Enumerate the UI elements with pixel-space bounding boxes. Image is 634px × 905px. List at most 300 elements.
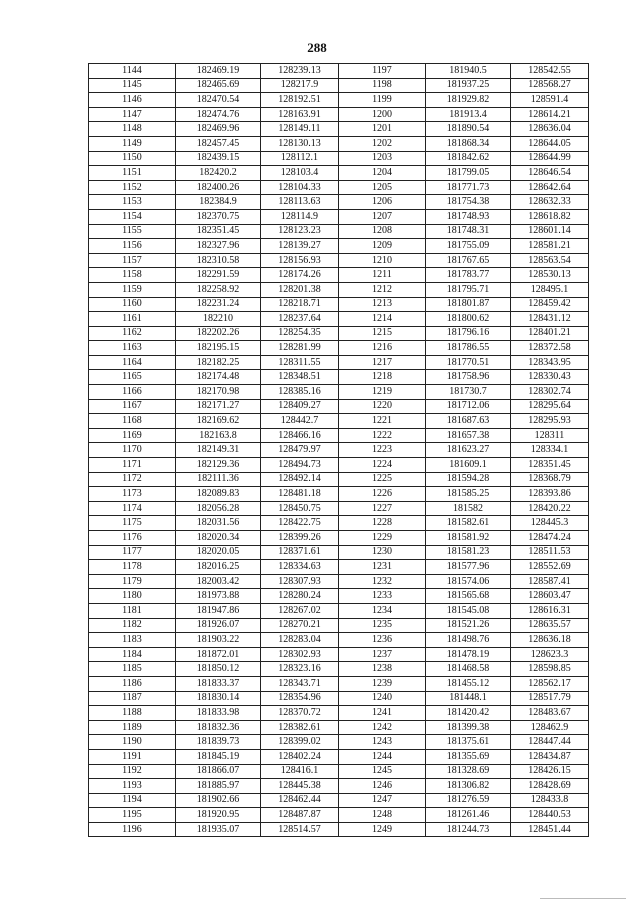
y-coordinate-cell: 128603.47	[511, 589, 589, 604]
table-row	[89, 282, 589, 297]
table-row	[89, 676, 589, 691]
y-coordinate-cell: 128267.02	[261, 603, 339, 618]
point-number-cell: 1167	[89, 399, 176, 414]
x-coordinate-cell: 181800.62	[426, 312, 511, 327]
table-row	[89, 531, 589, 546]
y-coordinate-cell: 128130.13	[261, 136, 339, 151]
point-number-cell: 1156	[89, 239, 176, 254]
y-coordinate-cell: 128445.38	[261, 779, 339, 794]
x-coordinate-cell: 181748.31	[426, 224, 511, 239]
x-coordinate-cell: 181585.25	[426, 487, 511, 502]
table-row	[89, 64, 589, 79]
point-number-cell: 1163	[89, 341, 176, 356]
x-coordinate-cell: 182469.19	[176, 64, 261, 79]
table-row	[89, 180, 589, 195]
point-number-cell: 1227	[339, 501, 426, 516]
table-row	[89, 808, 589, 823]
y-coordinate-cell: 128495.1	[511, 282, 589, 297]
x-coordinate-cell: 181833.37	[176, 676, 261, 691]
table-row	[89, 545, 589, 560]
x-coordinate-cell: 182469.96	[176, 122, 261, 137]
x-coordinate-cell: 181545.08	[426, 603, 511, 618]
y-coordinate-cell: 128552.69	[511, 560, 589, 575]
x-coordinate-cell: 182171.27	[176, 399, 261, 414]
y-coordinate-cell: 128192.51	[261, 93, 339, 108]
table-row	[89, 472, 589, 487]
x-coordinate-cell: 181786.55	[426, 341, 511, 356]
y-coordinate-cell: 128474.24	[511, 531, 589, 546]
point-number-cell: 1197	[339, 64, 426, 79]
x-coordinate-cell: 181521.26	[426, 618, 511, 633]
y-coordinate-cell: 128618.82	[511, 209, 589, 224]
x-coordinate-cell: 181448.1	[426, 691, 511, 706]
x-coordinate-cell: 181754.38	[426, 195, 511, 210]
x-coordinate-cell: 182020.34	[176, 531, 261, 546]
y-coordinate-cell: 128295.93	[511, 414, 589, 429]
x-coordinate-cell: 182111.36	[176, 472, 261, 487]
y-coordinate-cell: 128351.45	[511, 458, 589, 473]
y-coordinate-cell: 128416.1	[261, 764, 339, 779]
y-coordinate-cell: 128530.13	[511, 268, 589, 283]
point-number-cell: 1224	[339, 458, 426, 473]
point-number-cell: 1187	[89, 691, 176, 706]
table-row	[89, 560, 589, 575]
x-coordinate-cell: 182327.96	[176, 239, 261, 254]
x-coordinate-cell: 182465.69	[176, 78, 261, 93]
x-coordinate-cell: 182003.42	[176, 574, 261, 589]
y-coordinate-cell: 128113.63	[261, 195, 339, 210]
table-row	[89, 458, 589, 473]
y-coordinate-cell: 128114.9	[261, 209, 339, 224]
y-coordinate-cell: 128372.58	[511, 341, 589, 356]
y-coordinate-cell: 128330.43	[511, 370, 589, 385]
x-coordinate-cell: 182129.36	[176, 458, 261, 473]
point-number-cell: 1175	[89, 516, 176, 531]
x-coordinate-cell: 181929.82	[426, 93, 511, 108]
x-coordinate-cell: 182470.54	[176, 93, 261, 108]
table-row	[89, 793, 589, 808]
table-row	[89, 370, 589, 385]
x-coordinate-cell: 182420.2	[176, 166, 261, 181]
x-coordinate-cell: 181833.98	[176, 706, 261, 721]
y-coordinate-cell: 128636.04	[511, 122, 589, 137]
footer-rule	[540, 898, 626, 899]
x-coordinate-cell: 181783.77	[426, 268, 511, 283]
y-coordinate-cell: 128334.63	[261, 560, 339, 575]
point-number-cell: 1174	[89, 501, 176, 516]
x-coordinate-cell: 181498.76	[426, 633, 511, 648]
point-number-cell: 1232	[339, 574, 426, 589]
y-coordinate-cell: 128399.26	[261, 531, 339, 546]
table-row	[89, 312, 589, 327]
y-coordinate-cell: 128440.53	[511, 808, 589, 823]
y-coordinate-cell: 128614.21	[511, 107, 589, 122]
x-coordinate-cell: 181399.38	[426, 720, 511, 735]
point-number-cell: 1158	[89, 268, 176, 283]
point-number-cell: 1219	[339, 385, 426, 400]
y-coordinate-cell: 128420.22	[511, 501, 589, 516]
table-row	[89, 574, 589, 589]
y-coordinate-cell: 128112.1	[261, 151, 339, 166]
x-coordinate-cell: 181926.07	[176, 618, 261, 633]
point-number-cell: 1191	[89, 749, 176, 764]
table-row	[89, 516, 589, 531]
y-coordinate-cell: 128494.73	[261, 458, 339, 473]
y-coordinate-cell: 128139.27	[261, 239, 339, 254]
y-coordinate-cell: 128382.61	[261, 720, 339, 735]
x-coordinate-cell: 181850.12	[176, 662, 261, 677]
y-coordinate-cell: 128401.21	[511, 326, 589, 341]
table-row	[89, 618, 589, 633]
page-number: 288	[307, 40, 327, 55]
x-coordinate-cell: 182474.76	[176, 107, 261, 122]
y-coordinate-cell: 128598.85	[511, 662, 589, 677]
point-number-cell: 1236	[339, 633, 426, 648]
x-coordinate-cell: 182231.24	[176, 297, 261, 312]
table-row	[89, 78, 589, 93]
x-coordinate-cell: 181937.25	[426, 78, 511, 93]
x-coordinate-cell: 181730.7	[426, 385, 511, 400]
point-number-cell: 1155	[89, 224, 176, 239]
x-coordinate-cell: 181940.5	[426, 64, 511, 79]
y-coordinate-cell: 128616.31	[511, 603, 589, 618]
y-coordinate-cell: 128636.18	[511, 633, 589, 648]
point-number-cell: 1235	[339, 618, 426, 633]
x-coordinate-cell: 181755.09	[426, 239, 511, 254]
x-coordinate-cell: 181455.12	[426, 676, 511, 691]
point-number-cell: 1147	[89, 107, 176, 122]
y-coordinate-cell: 128280.24	[261, 589, 339, 604]
table-row	[89, 443, 589, 458]
point-number-cell: 1153	[89, 195, 176, 210]
x-coordinate-cell: 182400.26	[176, 180, 261, 195]
point-number-cell: 1173	[89, 487, 176, 502]
y-coordinate-cell: 128426.15	[511, 764, 589, 779]
point-number-cell: 1154	[89, 209, 176, 224]
y-coordinate-cell: 128123.23	[261, 224, 339, 239]
point-number-cell: 1244	[339, 749, 426, 764]
point-number-cell: 1216	[339, 341, 426, 356]
table-row	[89, 268, 589, 283]
table-row	[89, 720, 589, 735]
x-coordinate-cell: 181799.05	[426, 166, 511, 181]
x-coordinate-cell: 181623.27	[426, 443, 511, 458]
x-coordinate-cell: 181973.88	[176, 589, 261, 604]
point-number-cell: 1185	[89, 662, 176, 677]
point-number-cell: 1208	[339, 224, 426, 239]
y-coordinate-cell: 128568.27	[511, 78, 589, 93]
point-number-cell: 1168	[89, 414, 176, 429]
point-number-cell: 1210	[339, 253, 426, 268]
y-coordinate-cell: 128514.57	[261, 822, 339, 837]
x-coordinate-cell: 181609.1	[426, 458, 511, 473]
point-number-cell: 1213	[339, 297, 426, 312]
table-row	[89, 122, 589, 137]
x-coordinate-cell: 182020.05	[176, 545, 261, 560]
x-coordinate-cell: 181468.58	[426, 662, 511, 677]
y-coordinate-cell: 128542.55	[511, 64, 589, 79]
table-row	[89, 399, 589, 414]
y-coordinate-cell: 128354.96	[261, 691, 339, 706]
y-coordinate-cell: 128462.44	[261, 793, 339, 808]
table-row	[89, 706, 589, 721]
x-coordinate-cell: 181771.73	[426, 180, 511, 195]
y-coordinate-cell: 128562.17	[511, 676, 589, 691]
point-number-cell: 1144	[89, 64, 176, 79]
table-row	[89, 297, 589, 312]
point-number-cell: 1234	[339, 603, 426, 618]
table-row	[89, 224, 589, 239]
x-coordinate-cell: 181947.86	[176, 603, 261, 618]
x-coordinate-cell: 181657.38	[426, 428, 511, 443]
point-number-cell: 1159	[89, 282, 176, 297]
y-coordinate-cell: 128591.4	[511, 93, 589, 108]
x-coordinate-cell: 181244.73	[426, 822, 511, 837]
x-coordinate-cell: 181687.63	[426, 414, 511, 429]
table-row	[89, 779, 589, 794]
x-coordinate-cell: 181375.61	[426, 735, 511, 750]
x-coordinate-cell: 181276.59	[426, 793, 511, 808]
table-row	[89, 501, 589, 516]
point-number-cell: 1242	[339, 720, 426, 735]
x-coordinate-cell: 181748.93	[426, 209, 511, 224]
x-coordinate-cell: 182370.75	[176, 209, 261, 224]
point-number-cell: 1146	[89, 93, 176, 108]
point-number-cell: 1199	[339, 93, 426, 108]
y-coordinate-cell: 128450.75	[261, 501, 339, 516]
y-coordinate-cell: 128334.1	[511, 443, 589, 458]
y-coordinate-cell: 128393.86	[511, 487, 589, 502]
y-coordinate-cell: 128587.41	[511, 574, 589, 589]
x-coordinate-cell: 181577.96	[426, 560, 511, 575]
point-number-cell: 1230	[339, 545, 426, 560]
y-coordinate-cell: 128307.93	[261, 574, 339, 589]
y-coordinate-cell: 128149.11	[261, 122, 339, 137]
point-number-cell: 1203	[339, 151, 426, 166]
table-row	[89, 691, 589, 706]
table-row	[89, 93, 589, 108]
x-coordinate-cell: 182384.9	[176, 195, 261, 210]
y-coordinate-cell: 128431.12	[511, 312, 589, 327]
point-number-cell: 1189	[89, 720, 176, 735]
x-coordinate-cell: 182163.8	[176, 428, 261, 443]
x-coordinate-cell: 181420.42	[426, 706, 511, 721]
x-coordinate-cell: 181306.82	[426, 779, 511, 794]
y-coordinate-cell: 128385.16	[261, 385, 339, 400]
point-number-cell: 1241	[339, 706, 426, 721]
x-coordinate-cell: 181582	[426, 501, 511, 516]
x-coordinate-cell: 182031.56	[176, 516, 261, 531]
y-coordinate-cell: 128479.97	[261, 443, 339, 458]
point-number-cell: 1207	[339, 209, 426, 224]
x-coordinate-cell: 181796.16	[426, 326, 511, 341]
x-coordinate-cell: 181872.01	[176, 647, 261, 662]
table-row	[89, 487, 589, 502]
x-coordinate-cell: 181842.62	[426, 151, 511, 166]
point-number-cell: 1231	[339, 560, 426, 575]
point-number-cell: 1152	[89, 180, 176, 195]
table-row	[89, 662, 589, 677]
point-number-cell: 1161	[89, 312, 176, 327]
table-row	[89, 239, 589, 254]
point-number-cell: 1162	[89, 326, 176, 341]
x-coordinate-cell: 181355.69	[426, 749, 511, 764]
point-number-cell: 1233	[339, 589, 426, 604]
x-coordinate-cell: 181758.96	[426, 370, 511, 385]
y-coordinate-cell: 128402.24	[261, 749, 339, 764]
point-number-cell: 1151	[89, 166, 176, 181]
point-number-cell: 1170	[89, 443, 176, 458]
x-coordinate-cell: 182291.59	[176, 268, 261, 283]
y-coordinate-cell: 128434.87	[511, 749, 589, 764]
y-coordinate-cell: 128517.79	[511, 691, 589, 706]
point-number-cell: 1186	[89, 676, 176, 691]
y-coordinate-cell: 128481.18	[261, 487, 339, 502]
y-coordinate-cell: 128217.9	[261, 78, 339, 93]
table-row	[89, 209, 589, 224]
point-number-cell: 1200	[339, 107, 426, 122]
point-number-cell: 1217	[339, 355, 426, 370]
point-number-cell: 1246	[339, 779, 426, 794]
x-coordinate-cell: 181801.87	[426, 297, 511, 312]
table-row	[89, 633, 589, 648]
x-coordinate-cell: 182170.98	[176, 385, 261, 400]
point-number-cell: 1194	[89, 793, 176, 808]
x-coordinate-cell: 181795.71	[426, 282, 511, 297]
table-row	[89, 764, 589, 779]
x-coordinate-cell: 181328.69	[426, 764, 511, 779]
point-number-cell: 1160	[89, 297, 176, 312]
point-number-cell: 1180	[89, 589, 176, 604]
point-number-cell: 1223	[339, 443, 426, 458]
x-coordinate-cell: 181261.46	[426, 808, 511, 823]
y-coordinate-cell: 128433.8	[511, 793, 589, 808]
point-number-cell: 1226	[339, 487, 426, 502]
x-coordinate-cell: 181830.14	[176, 691, 261, 706]
y-coordinate-cell: 128644.05	[511, 136, 589, 151]
table-row	[89, 195, 589, 210]
point-number-cell: 1240	[339, 691, 426, 706]
y-coordinate-cell: 128644.99	[511, 151, 589, 166]
x-coordinate-cell: 182016.25	[176, 560, 261, 575]
x-coordinate-cell: 182202.26	[176, 326, 261, 341]
x-coordinate-cell: 182457.45	[176, 136, 261, 151]
x-coordinate-cell: 181935.07	[176, 822, 261, 837]
table-row	[89, 735, 589, 750]
point-number-cell: 1166	[89, 385, 176, 400]
table-row	[89, 136, 589, 151]
x-coordinate-cell: 181868.34	[426, 136, 511, 151]
coordinates-table	[88, 63, 589, 837]
table-row	[89, 253, 589, 268]
point-number-cell: 1247	[339, 793, 426, 808]
x-coordinate-cell: 182195.15	[176, 341, 261, 356]
y-coordinate-cell: 128445.3	[511, 516, 589, 531]
table-row	[89, 603, 589, 618]
point-number-cell: 1150	[89, 151, 176, 166]
x-coordinate-cell: 181712.06	[426, 399, 511, 414]
y-coordinate-cell: 128428.69	[511, 779, 589, 794]
point-number-cell: 1248	[339, 808, 426, 823]
y-coordinate-cell: 128466.16	[261, 428, 339, 443]
y-coordinate-cell: 128343.71	[261, 676, 339, 691]
y-coordinate-cell: 128462.9	[511, 720, 589, 735]
y-coordinate-cell: 128283.04	[261, 633, 339, 648]
point-number-cell: 1212	[339, 282, 426, 297]
point-number-cell: 1243	[339, 735, 426, 750]
point-number-cell: 1157	[89, 253, 176, 268]
y-coordinate-cell: 128409.27	[261, 399, 339, 414]
y-coordinate-cell: 128447.44	[511, 735, 589, 750]
y-coordinate-cell: 128281.99	[261, 341, 339, 356]
y-coordinate-cell: 128201.38	[261, 282, 339, 297]
point-number-cell: 1249	[339, 822, 426, 837]
y-coordinate-cell: 128632.33	[511, 195, 589, 210]
point-number-cell: 1201	[339, 122, 426, 137]
point-number-cell: 1182	[89, 618, 176, 633]
point-number-cell: 1225	[339, 472, 426, 487]
point-number-cell: 1145	[89, 78, 176, 93]
y-coordinate-cell: 128323.16	[261, 662, 339, 677]
y-coordinate-cell: 128370.72	[261, 706, 339, 721]
y-coordinate-cell: 128295.64	[511, 399, 589, 414]
y-coordinate-cell: 128451.44	[511, 822, 589, 837]
y-coordinate-cell: 128623.3	[511, 647, 589, 662]
x-coordinate-cell: 181565.68	[426, 589, 511, 604]
y-coordinate-cell: 128103.4	[261, 166, 339, 181]
y-coordinate-cell: 128581.21	[511, 239, 589, 254]
table-row	[89, 355, 589, 370]
point-number-cell: 1221	[339, 414, 426, 429]
point-number-cell: 1195	[89, 808, 176, 823]
coordinates-table-body	[89, 64, 589, 837]
point-number-cell: 1205	[339, 180, 426, 195]
x-coordinate-cell: 181913.4	[426, 107, 511, 122]
x-coordinate-cell: 181902.66	[176, 793, 261, 808]
y-coordinate-cell: 128642.64	[511, 180, 589, 195]
y-coordinate-cell: 128422.75	[261, 516, 339, 531]
point-number-cell: 1179	[89, 574, 176, 589]
x-coordinate-cell: 181885.97	[176, 779, 261, 794]
x-coordinate-cell: 181581.23	[426, 545, 511, 560]
point-number-cell: 1181	[89, 603, 176, 618]
y-coordinate-cell: 128302.74	[511, 385, 589, 400]
y-coordinate-cell: 128302.93	[261, 647, 339, 662]
y-coordinate-cell: 128104.33	[261, 180, 339, 195]
point-number-cell: 1193	[89, 779, 176, 794]
y-coordinate-cell: 128492.14	[261, 472, 339, 487]
y-coordinate-cell: 128399.02	[261, 735, 339, 750]
y-coordinate-cell: 128511.53	[511, 545, 589, 560]
x-coordinate-cell: 181839.73	[176, 735, 261, 750]
point-number-cell: 1202	[339, 136, 426, 151]
table-row	[89, 107, 589, 122]
x-coordinate-cell: 181582.61	[426, 516, 511, 531]
point-number-cell: 1239	[339, 676, 426, 691]
point-number-cell: 1245	[339, 764, 426, 779]
point-number-cell: 1165	[89, 370, 176, 385]
point-number-cell: 1190	[89, 735, 176, 750]
x-coordinate-cell: 181920.95	[176, 808, 261, 823]
y-coordinate-cell: 128563.54	[511, 253, 589, 268]
x-coordinate-cell: 181478.19	[426, 647, 511, 662]
table-row	[89, 326, 589, 341]
point-number-cell: 1220	[339, 399, 426, 414]
table-row	[89, 428, 589, 443]
point-number-cell: 1169	[89, 428, 176, 443]
y-coordinate-cell: 128646.54	[511, 166, 589, 181]
x-coordinate-cell: 181832.36	[176, 720, 261, 735]
